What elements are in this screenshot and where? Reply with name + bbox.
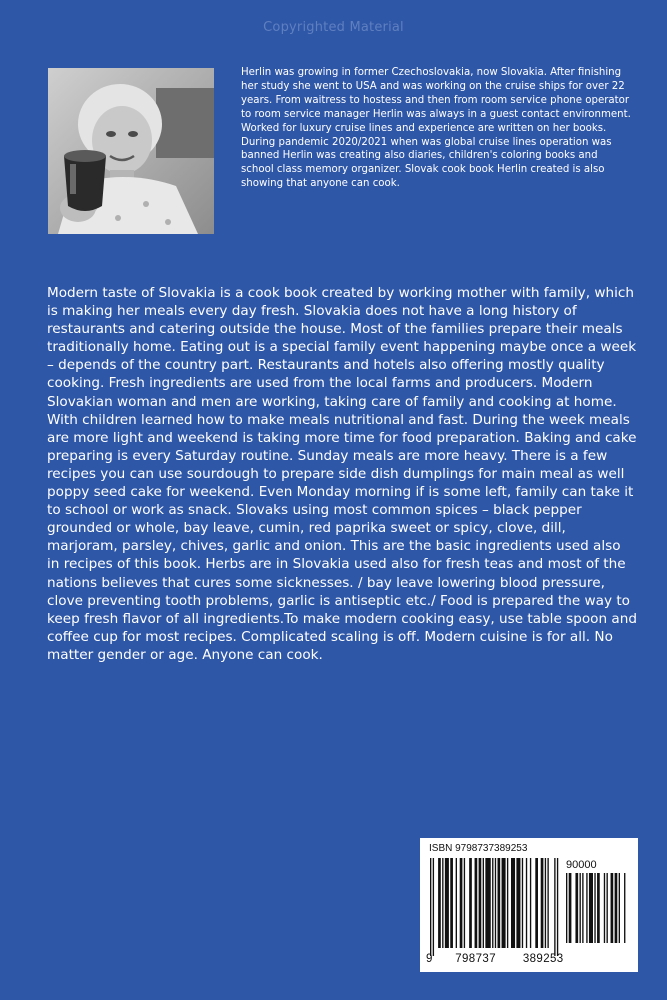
barcode-bar [611, 873, 614, 943]
isbn-digits [426, 953, 632, 965]
barcode-bar [483, 858, 484, 948]
barcode-bar [445, 858, 449, 948]
barcode-bar [492, 858, 493, 948]
barcode-bar [619, 873, 620, 943]
barcode-bar [469, 858, 472, 948]
barcode-bar [485, 858, 490, 948]
barcode-bar [545, 858, 546, 948]
barcode-bar [547, 858, 548, 948]
barcode-bar [456, 858, 457, 948]
barcode-addon-bars [566, 873, 626, 951]
book-description: Modern taste of Slovakia is a cook book created by working mother with family, which is making her meals every day fresh. Slovakia does not have a long history of restaurants and catering outside the house. Most of the families prepare their meals traditionally home. Eating out is a special family event happening maybe once a week – depends of the country part. Restaurants and hotels also offering mostly quality cooking. Fresh ingredients are used from the local farms and producers. Modern Slovakian woman and men are working, taking care of family and cooking at home. With children learned how to make meals nutritional and fast. During the week meals are more light and weekend is taking more time for food preparation. Baking and cake preparing is every Saturday routine. Sunday meals are more heavy. There is a few recipes you can use sourdough to prepare side dish dumplings for main meal as well poppy seed cake for weekend. Even Monday morning if is some left, family can take it to school or work as snack. Slovaks using most common spices – black pepper grounded or whole, bay leave, cumin, red paprika sweet or spicy, clove, dill, marjoram, parsley, chives, garlic and onion. This are the basic ingredients used also in recipes of this book. Herbs are in Slovakia used also for fresh teas and most of the nations believes that cures some sicknesses. / bay leave lowering blood pressure, clove preventing tooth problems, garlic is antiseptic etc./ Food is prepared the way to keep fresh flavor of all ingredients.To make modern cooking easy, use table spoon and coffee cup for most recipes. Complicated scaling is off. Modern cuisine is for all. No matter gender or age. Anyone can cook. [47, 285, 637, 663]
barcode-bar [526, 858, 527, 948]
barcode-bar [522, 858, 523, 948]
barcode-bar [615, 873, 618, 943]
price-code: 90000 [566, 859, 597, 871]
barcode-bar [433, 858, 434, 956]
barcode-bar [502, 858, 506, 948]
isbn-barcode [420, 838, 638, 972]
barcode-bar [624, 873, 625, 943]
barcode-bar [554, 858, 555, 956]
isbn-label: ISBN 9798737389253 [429, 843, 528, 854]
barcode-bar [541, 858, 544, 948]
barcode-bar [594, 873, 595, 943]
barcode-bar [575, 873, 578, 943]
barcode-bar [604, 873, 605, 943]
barcode-bar [586, 873, 587, 943]
barcode-bar [597, 873, 600, 943]
watermark: Copyrighted Material [263, 20, 404, 35]
barcode-bar [557, 858, 558, 956]
barcode-bar [535, 858, 538, 948]
barcode-bar [442, 858, 443, 948]
isbn-digit-first: 9 [426, 953, 433, 965]
barcode-bar [475, 858, 478, 948]
barcode-bar [464, 858, 465, 948]
barcode-bar [460, 858, 463, 948]
barcode-bar [530, 858, 531, 948]
author-photo [48, 68, 214, 234]
barcode-bar [438, 858, 441, 948]
barcode-bar [569, 873, 572, 943]
barcode-bar [607, 873, 608, 943]
isbn-digits-left: 798737 [455, 953, 496, 965]
isbn-digits-right: 389253 [522, 953, 564, 965]
author-bio: Herlin was growing in former Czechoslovakia, now Slovakia. After finishing her study she went to USA and was working on the cruise ships for over 22 years. From waitress to hostess and then from room service phone operator to room service manager Herlin was always in a guest contact environment. Worked for luxury cruise lines and experience are written on her books. During pandemic 2020/2021 when was global cruise lines operation was banned Herlin was creating also diaries, children's coloring books and school class memory organizer. Slovak cook book Herlin created is also showing that anyone can cook. [241, 67, 631, 190]
barcode-bar [580, 873, 581, 943]
barcode-bar [479, 858, 482, 948]
barcode-bar [582, 873, 583, 943]
barcode-bar [507, 858, 508, 948]
barcode-bar [498, 858, 501, 948]
barcode-bar [511, 858, 515, 948]
barcode-bars [430, 858, 562, 956]
barcode-bar [566, 873, 567, 943]
barcode-bar [430, 858, 431, 956]
barcode-bar [495, 858, 496, 948]
barcode-bar [589, 873, 593, 943]
barcode-bar [450, 858, 453, 948]
barcode-bar [516, 858, 520, 948]
